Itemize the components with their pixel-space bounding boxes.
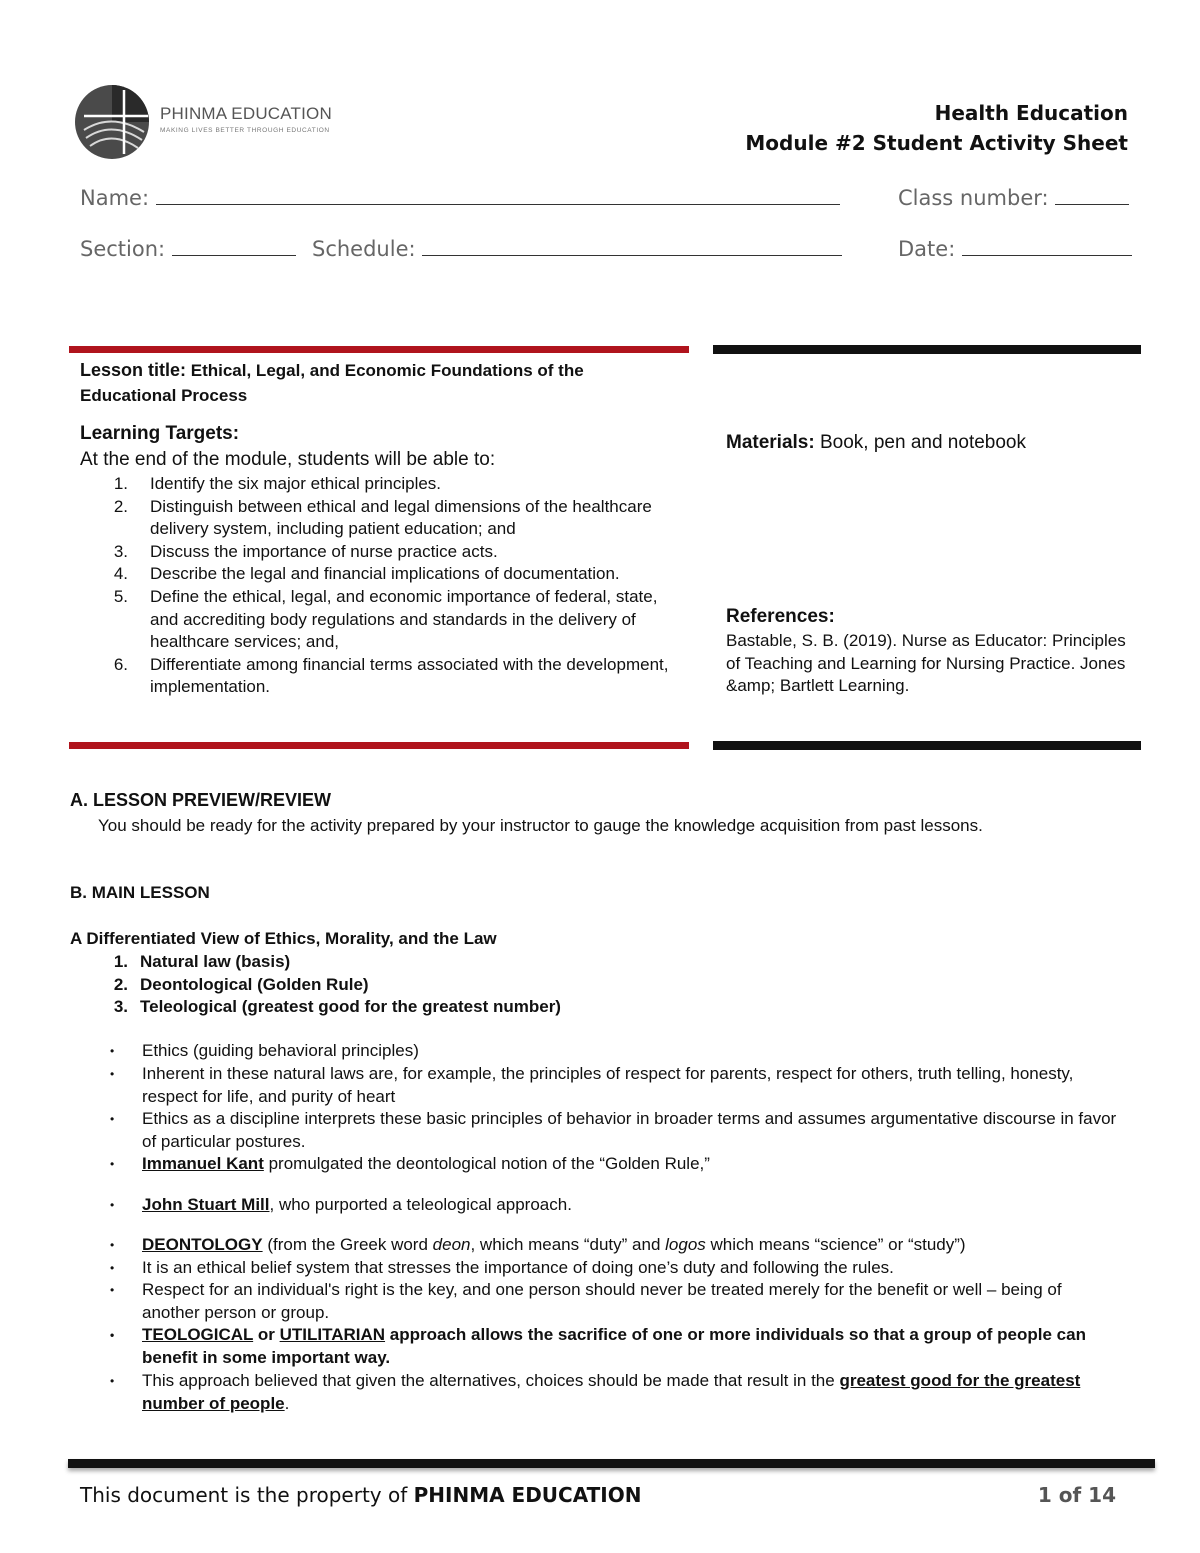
bullet-icon: • xyxy=(110,1044,115,1058)
section-a-body: You should be ready for the activity prepared by your instructor to gauge the knowledge acquisition from past lessons. xyxy=(98,816,983,835)
list-item: 3. Discuss the importance of nurse practice acts. xyxy=(113,541,498,561)
materials-text: Book, pen and notebook xyxy=(819,432,1026,453)
differentiated-view-heading: A Differentiated View of Ethics, Morality, and the Law xyxy=(70,929,497,948)
logo-emblem-icon xyxy=(74,82,164,162)
bullet-mill: • John Stuart Mill, who purported a teleological approach. xyxy=(110,1194,1120,1217)
bullet-ethics: • Ethics (guiding behavioral principles) xyxy=(110,1040,1120,1063)
bullet-icon: • xyxy=(110,1198,115,1212)
course-title: Health Education xyxy=(934,101,1128,125)
lesson-box-bottom-rule xyxy=(69,742,689,749)
schedule-field[interactable] xyxy=(312,235,842,261)
list-item: 6. Differentiate among financial terms associated with the development, implementation. xyxy=(113,654,669,697)
lesson-box-top-rule xyxy=(69,346,689,353)
list-item: 4. Describe the legal and financial implications of documentation. xyxy=(113,564,620,584)
bullet-icon: • xyxy=(110,1112,115,1126)
lesson-title xyxy=(80,358,680,408)
bullet-icon: • xyxy=(110,1261,115,1275)
bullet-icon: • xyxy=(110,1374,115,1388)
section-label: Section: xyxy=(80,237,166,261)
learning-targets-heading: Learning Targets: xyxy=(80,423,240,444)
list-item: 1. Natural law (basis) xyxy=(113,952,291,971)
list-item: 2. Deontological (Golden Rule) xyxy=(113,974,369,994)
bullet-icon: • xyxy=(110,1283,115,1297)
learning-targets-intro: At the end of the module, students will be able to: xyxy=(80,449,496,470)
materials-box-bottom-rule xyxy=(713,741,1141,750)
schedule-label: Schedule: xyxy=(312,237,416,261)
greatest-good-phrase: greatest good for the greatest number of people xyxy=(142,1371,1081,1413)
section-field[interactable] xyxy=(80,235,296,261)
references-heading: References: xyxy=(726,606,835,627)
bullet-kant: • Immanuel Kant promulgated the deontological notion of the “Golden Rule,” xyxy=(110,1153,1120,1176)
list-item: 3. Teleological (greatest good for the greatest number) xyxy=(113,997,561,1017)
bullet-ethics-discipline: • Ethics as a discipline interprets these basic principles of behavior in broader terms and assumes argumentative discourse in favor of particular postures. xyxy=(110,1109,1117,1151)
bullet-icon: • xyxy=(110,1328,115,1342)
bullet-icon: • xyxy=(110,1157,115,1171)
schedule-blank[interactable] xyxy=(422,235,842,256)
name-field[interactable] xyxy=(80,184,840,210)
ethics-views-list xyxy=(70,951,561,1019)
lesson-title-text: Ethical, Legal, and Economic Foundations of the Educational Process xyxy=(80,361,584,405)
name-label: Name: xyxy=(80,186,150,210)
materials-box-top-rule xyxy=(713,345,1141,354)
date-field[interactable] xyxy=(898,235,1132,261)
footer-rule xyxy=(68,1459,1155,1468)
utilitarian-term: UTILITARIAN xyxy=(279,1325,386,1344)
bullet-natural-laws: • Inherent in these natural laws are, for example, the principles of respect for parents, respect for others, truth telling, honesty, respect for life, and purity of heart xyxy=(110,1064,1074,1106)
references-text: Bastable, S. B. (2019). Nurse as Educator: Principles of Teaching and Learning for Nursing Practice. Jones &amp; Bartlett Learning. xyxy=(726,631,1126,696)
footer-owner: PHINMA EDUCATION xyxy=(413,1483,642,1507)
page-number: 1 of 14 xyxy=(1037,1483,1116,1507)
mill-name: John Stuart Mill xyxy=(142,1195,270,1214)
bullet-respect: • Respect for an individual's right is the key, and one person should never be treated merely for the benefit or well – being of another person or group. xyxy=(110,1280,1062,1322)
class-number-field[interactable] xyxy=(898,184,1129,210)
bullet-icon: • xyxy=(110,1067,115,1081)
logo-name: PHINMA EDUCATION xyxy=(160,104,332,123)
logo-tagline: MAKING LIVES BETTER THROUGH EDUCATION xyxy=(160,127,330,134)
bullet-deontology: • DEONTOLOGY (from the Greek word deon, which means “duty” and logos which means “science” or “study”) xyxy=(110,1234,1120,1257)
name-blank[interactable] xyxy=(156,184,840,205)
footer-property-notice: This document is the property of PHINMA EDUCATION xyxy=(80,1483,642,1507)
deontology-term: DEONTOLOGY xyxy=(142,1235,263,1254)
kant-name: Immanuel Kant xyxy=(142,1154,264,1173)
list-item: 2. Distinguish between ethical and legal dimensions of the healthcare delivery system, including patient education; and xyxy=(113,496,652,539)
class-number-blank[interactable] xyxy=(1055,184,1129,205)
learning-targets-list xyxy=(80,473,680,699)
section-blank[interactable] xyxy=(172,235,296,256)
list-item: 1. Identify the six major ethical principles. xyxy=(113,474,442,493)
list-item: 5. Define the ethical, legal, and economic importance of federal, state, and accrediting body regulations and standards in the delivery of healthcare services; and, xyxy=(113,586,658,652)
bullet-icon: • xyxy=(110,1238,115,1252)
date-blank[interactable] xyxy=(962,235,1132,256)
class-number-label: Class number: xyxy=(898,186,1049,210)
teological-term: TEOLOGICAL xyxy=(142,1325,254,1344)
date-label: Date: xyxy=(898,237,956,261)
bullet-ethical-belief: • It is an ethical belief system that stresses the importance of doing one’s duty and following the rules. xyxy=(110,1257,1120,1280)
section-b-heading: B. MAIN LESSON xyxy=(70,883,210,902)
bullet-greatest-good: • This approach believed that given the alternatives, choices should be made that result in the greatest good for the greatest number of people. xyxy=(110,1371,1081,1413)
section-a-heading: A. LESSON PREVIEW/REVIEW xyxy=(70,790,332,810)
lesson-title-label: Lesson title: xyxy=(80,360,187,380)
bullet-utilitarian: • TEOLOGICAL or UTILITARIAN approach allows the sacrifice of one or more individuals so that a group of people can benefit in some important way. xyxy=(110,1325,1086,1367)
materials-label: Materials: xyxy=(726,432,815,453)
materials xyxy=(726,432,1026,454)
module-title: Module #2 Student Activity Sheet xyxy=(745,131,1128,155)
